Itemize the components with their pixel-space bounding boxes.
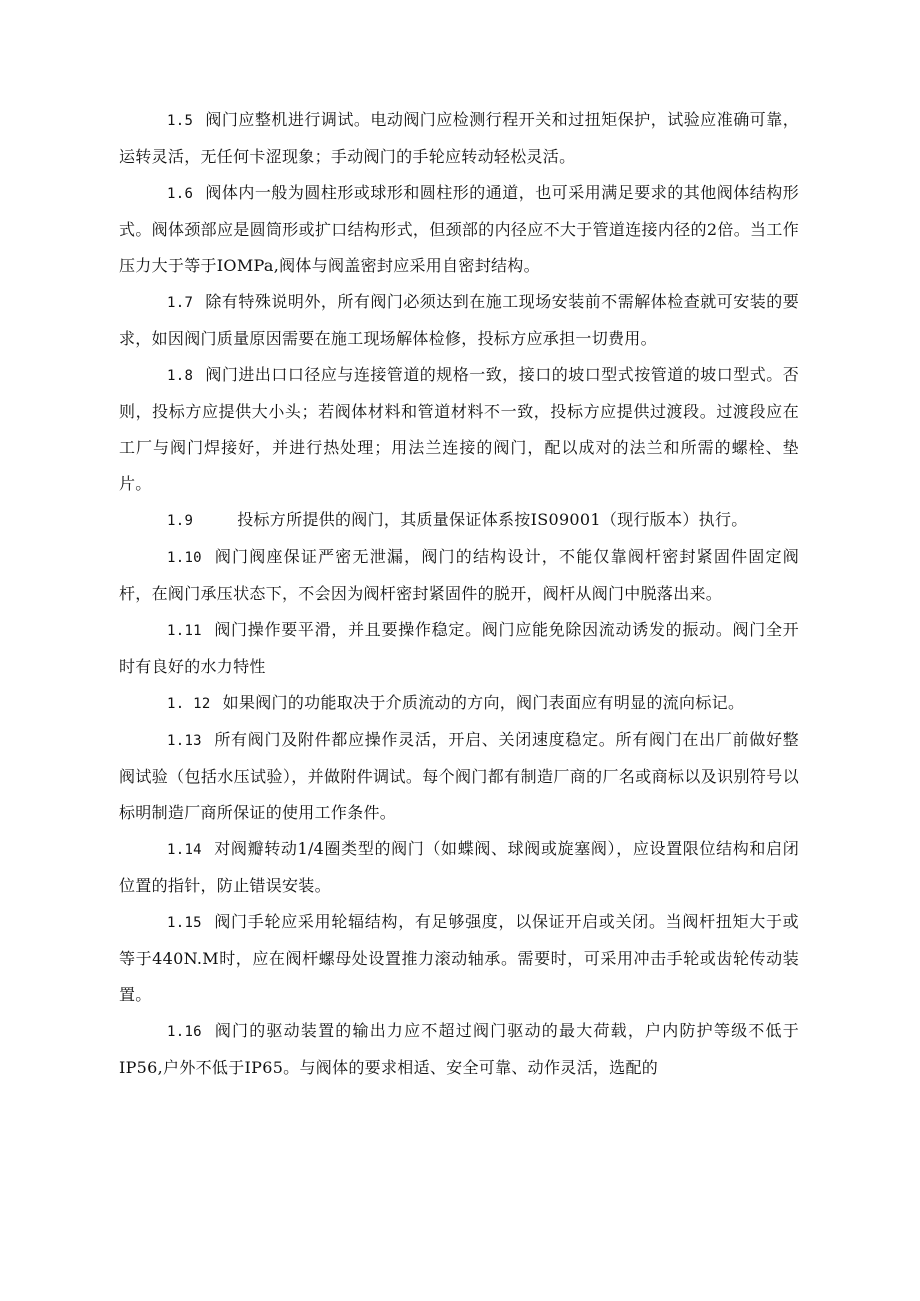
paragraph-1-10 xyxy=(119,539,799,612)
clause-number: 1.5 xyxy=(167,113,194,129)
paragraph-1-6 xyxy=(119,175,799,284)
clause-text: 阀门进出口口径应与连接管道的规格一致，接口的坡口型式按管道的坡口型式。否则，投标方应提供大小头；若阀体材料和管道材料不一致，投标方应提供过渡段。过渡段应在工厂与阀门焊接好，并进行热处理；用法兰连接的阀门，配以成对的法兰和所需的螺栓、垫片。 xyxy=(119,365,799,493)
paragraph-1-11 xyxy=(119,612,799,685)
paragraph-1-8 xyxy=(119,357,799,502)
paragraph-1-9 xyxy=(119,502,799,539)
clause-number: 1.10 xyxy=(167,550,202,566)
clause-number: 1.14 xyxy=(167,842,202,858)
clause-number: 1. 12 xyxy=(167,696,211,712)
clause-number: 1.6 xyxy=(167,186,194,202)
paragraph-1-7 xyxy=(119,284,799,357)
paragraph-1-15 xyxy=(119,904,799,1013)
clause-text: 所有阀门及附件都应操作灵活，开启、关闭速度稳定。所有阀门在出厂前做好整阀试验（包括水压试验），并做附件调试。每个阀门都有制造厂商的厂名或商标以及识别符号以标明制造厂商所保证的使用工作条件。 xyxy=(119,730,799,822)
clause-text: 投标方所提供的阀门，其质量保证体系按IS09001（现行版本）执行。 xyxy=(237,510,748,529)
paragraph-1-12 xyxy=(119,685,799,722)
paragraph-1-14 xyxy=(119,831,799,904)
clause-number: 1.16 xyxy=(167,1024,202,1040)
clause-text: 如果阀门的功能取决于介质流动的方向，阀门表面应有明显的流向标记。 xyxy=(222,693,745,712)
paragraph-1-5 xyxy=(119,102,799,175)
clause-number: 1.11 xyxy=(167,623,202,639)
clause-number: 1.13 xyxy=(167,733,202,749)
clause-text: 阀门应整机进行调试。电动阀门应检测行程开关和过扭矩保护，试验应准确可靠，运转灵活，无任何卡涩现象；手动阀门的手轮应转动轻松灵活。 xyxy=(119,110,799,166)
clause-number: 1.15 xyxy=(167,915,202,931)
clause-text: 阀门阀座保证严密无泄漏，阀门的结构设计，不能仅靠阀杆密封紧固件固定阀杆，在阀门承压状态下，不会因为阀杆密封紧固件的脱开，阀杆从阀门中脱落出来。 xyxy=(119,547,799,603)
paragraph-1-13 xyxy=(119,722,799,831)
clause-text: 阀体内一般为圆柱形或球形和圆柱形的通道，也可采用满足要求的其他阀体结构形式。阀体颈部应是圆筒形或扩口结构形式，但颈部的内径应不大于管道连接内径的2倍。当工作压力大于等于IOMPa,阀体与阀盖密封应采用自密封结构。 xyxy=(119,183,799,275)
clause-number: 1.8 xyxy=(167,368,194,384)
clause-text: 除有特殊说明外，所有阀门必须达到在施工现场安装前不需解体检查就可安装的要求，如因阀门质量原因需要在施工现场解体检修，投标方应承担一切费用。 xyxy=(119,292,799,348)
clause-text: 对阀瓣转动1/4圈类型的阀门（如蝶阀、球阀或旋塞阀），应设置限位结构和启闭位置的指针，防止错误安装。 xyxy=(119,839,799,895)
document-body xyxy=(119,102,799,1086)
clause-text: 阀门操作要平滑，并且要操作稳定。阀门应能免除因流动诱发的振动。阀门全开时有良好的水力特性 xyxy=(119,620,799,676)
clause-number: 1.7 xyxy=(167,295,194,311)
clause-number: 1.9 xyxy=(167,513,194,529)
clause-text: 阀门手轮应采用轮辐结构，有足够强度，以保证开启或关闭。当阀杆扭矩大于或等于440N.M时，应在阀杆螺母处设置推力滚动轴承。需要时，可采用冲击手轮或齿轮传动装置。 xyxy=(119,912,799,1004)
paragraph-1-16 xyxy=(119,1013,799,1086)
clause-text: 阀门的驱动装置的输出力应不超过阀门驱动的最大荷载，户内防护等级不低于IP56,户外不低于IP65。与阀体的要求相适、安全可靠、动作灵活，选配的 xyxy=(119,1021,799,1077)
